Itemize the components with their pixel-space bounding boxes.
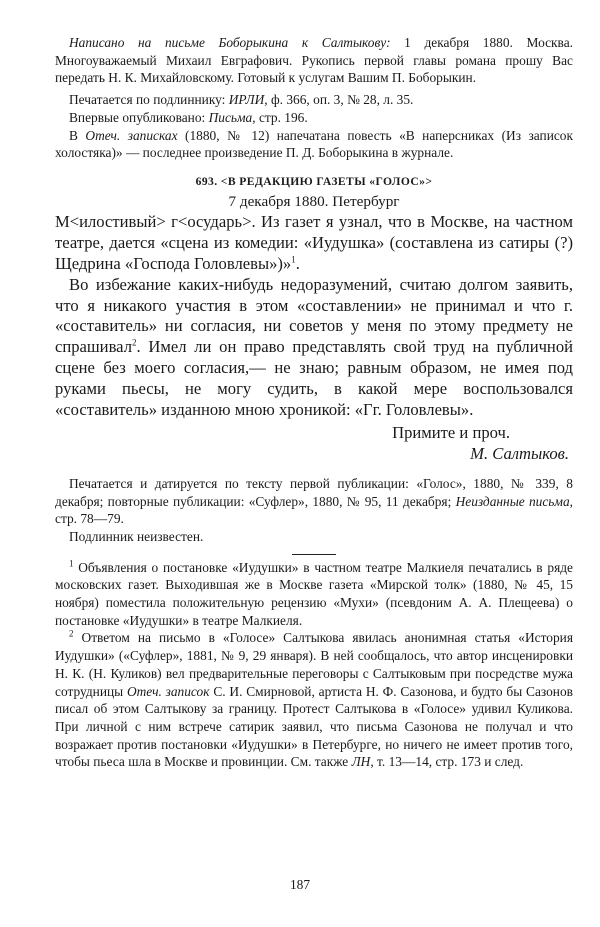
first-published-prefix: Впервые опубликовано: bbox=[69, 109, 209, 125]
letter-paragraph-2-text-a: Во избежание каких-нибудь недоразумений, считаю долгом заявить, что я никакого участия в этом «составлении» не принимал и что г. «составитель» ни согласия, ни советов у меня по этому предмету не спрашивал bbox=[55, 274, 573, 357]
footnote-1 bbox=[55, 559, 573, 630]
page-number: 187 bbox=[289, 877, 311, 892]
footnote-2 bbox=[55, 629, 573, 771]
original-note: Подлинник неизвестен. bbox=[69, 528, 204, 544]
letter-paragraph-1-text: М<илостивый> г<осударь>. Из газет я узнал, что в Москве, на частном театре, дается «сцена из комедии: «Иудушка» (составлена из сатиры (?) Щедрина «Господа Головлевы»)» bbox=[55, 211, 573, 273]
source-note-prefix: Печатается по подлиннику: bbox=[69, 92, 229, 108]
footnote-2-ref: ЛН bbox=[351, 754, 371, 770]
footnote-ref-1[interactable]: 1 bbox=[291, 254, 296, 265]
letter-signature: М. Салтыков. bbox=[470, 443, 569, 463]
letter-paragraph-2-text-b: . Имел ли он право представлять свой труд на публичной сцене без моего согласия,— не знаю; равным образом, не имея под руками пьесы, не могу судить, в какой мере воспользовался «составитель» изданною мною хроникой: «Гг. Головлевы». bbox=[55, 337, 573, 420]
footnote-2-text-a: Ответом на письмо в «Голосе» Салтыкова явилась анонимная статья «История Иудушки» («Суфлер», 1881, № 9, 29 января). В ней сообщалось, что автор инсценировки Н. К. (Н. Куликов) вел предварительные переговоры с Салтыковым при посредстве мужа сотрудницы bbox=[55, 630, 573, 699]
footnote-2-mark: 2 bbox=[69, 628, 74, 639]
first-published-source: Письма bbox=[208, 109, 253, 125]
letter-dateline: 7 декабря 1880. Петербург bbox=[228, 192, 400, 210]
footnote-2-text-c: , т. 13—14, стр. 173 и след. bbox=[370, 754, 524, 770]
source-note bbox=[55, 91, 573, 109]
footnote-1-text: Объявления о постановке «Иудушки» в частном театре Малкиеля печатались в ряде московских газет. Выходившая же в Москве газета «Мирской толк» (1880, № 45, 15 ноября) поместила положительную рецензию «Мухи» (псевдоним А. А. Плещеева) о постановке «Иудушки» в театре Малкиеля. bbox=[55, 559, 573, 628]
top-note bbox=[55, 34, 573, 87]
first-published-note bbox=[55, 109, 573, 127]
top-note-label: Написано на письме Боборыкина к Салтыкову: bbox=[69, 35, 391, 50]
publication-note-suffix: , стр. 78—79. bbox=[55, 493, 574, 527]
footnote-divider bbox=[292, 554, 336, 555]
context-note-journal: Отеч. записках bbox=[85, 127, 178, 143]
footnote-1-mark: 1 bbox=[69, 558, 74, 569]
top-note-text: 1 декабря 1880. Москва. Многоуважаемый Михаил Евграфович. Рукопись первой главы романа прошу Вас передать Н. К. Михайловскому. Готовый к услугам Вашим П. Боборыкин. bbox=[55, 35, 573, 86]
letter-paragraph-2 bbox=[55, 275, 573, 421]
source-note-archive: ИРЛИ bbox=[228, 92, 265, 108]
context-note-suffix: (1880, № 12) напечатана повесть «В наперсниках (Из записок холостяка)» — последнее произведение П. Д. Боборыкина в журнале. bbox=[55, 127, 574, 161]
footnote-2-text-b: С. И. Смирновой, артиста Н. Ф. Сазонова, и будто бы Сазонов писал об этом Салтыкову за границу. Протест Салтыкова в «Голосе» удивил Куликова. При личной с ним встрече сатирик заявил, что письма Сазонова не получал и что возражает против постановки «Иудушки» в Петербурге, но ничего не имеет против того, чтобы пьеса шла в Москве и провинции. См. также bbox=[55, 683, 573, 770]
footnote-ref-2[interactable]: 2 bbox=[131, 337, 137, 348]
letter-heading: 693. <В РЕДАКЦИЮ ГАЗЕТЫ «ГОЛОС»> bbox=[195, 174, 433, 188]
letter-closing: Примите и проч. bbox=[392, 422, 510, 442]
context-note-prefix: В bbox=[69, 127, 86, 143]
source-note-suffix: , ф. 366, оп. 3, № 28, л. 35. bbox=[264, 92, 414, 108]
publication-note-prefix: Печатается и датируется по тексту первой публикации: «Голос», 1880, № 339, 8 декабря; повторные публикации: «Суфлер», 1880, № 95, 11 декабря; bbox=[55, 475, 573, 509]
first-published-suffix: , стр. 196. bbox=[252, 109, 308, 125]
context-note bbox=[55, 127, 573, 162]
publication-note-source: Неизданные письма bbox=[455, 493, 570, 509]
publication-note bbox=[55, 475, 573, 528]
letter-paragraph-1: М<илостивый> г<осударь>. Из газет я узнал, что в Москве, на частном театре, дается «сцена из комедии: «Иудушка» (составлена из сатиры (?) Щедрина «Господа Головлевы»)»$^1$. bbox=[55, 211, 573, 273]
footnote-2-journal: Отеч. записок bbox=[126, 683, 210, 699]
